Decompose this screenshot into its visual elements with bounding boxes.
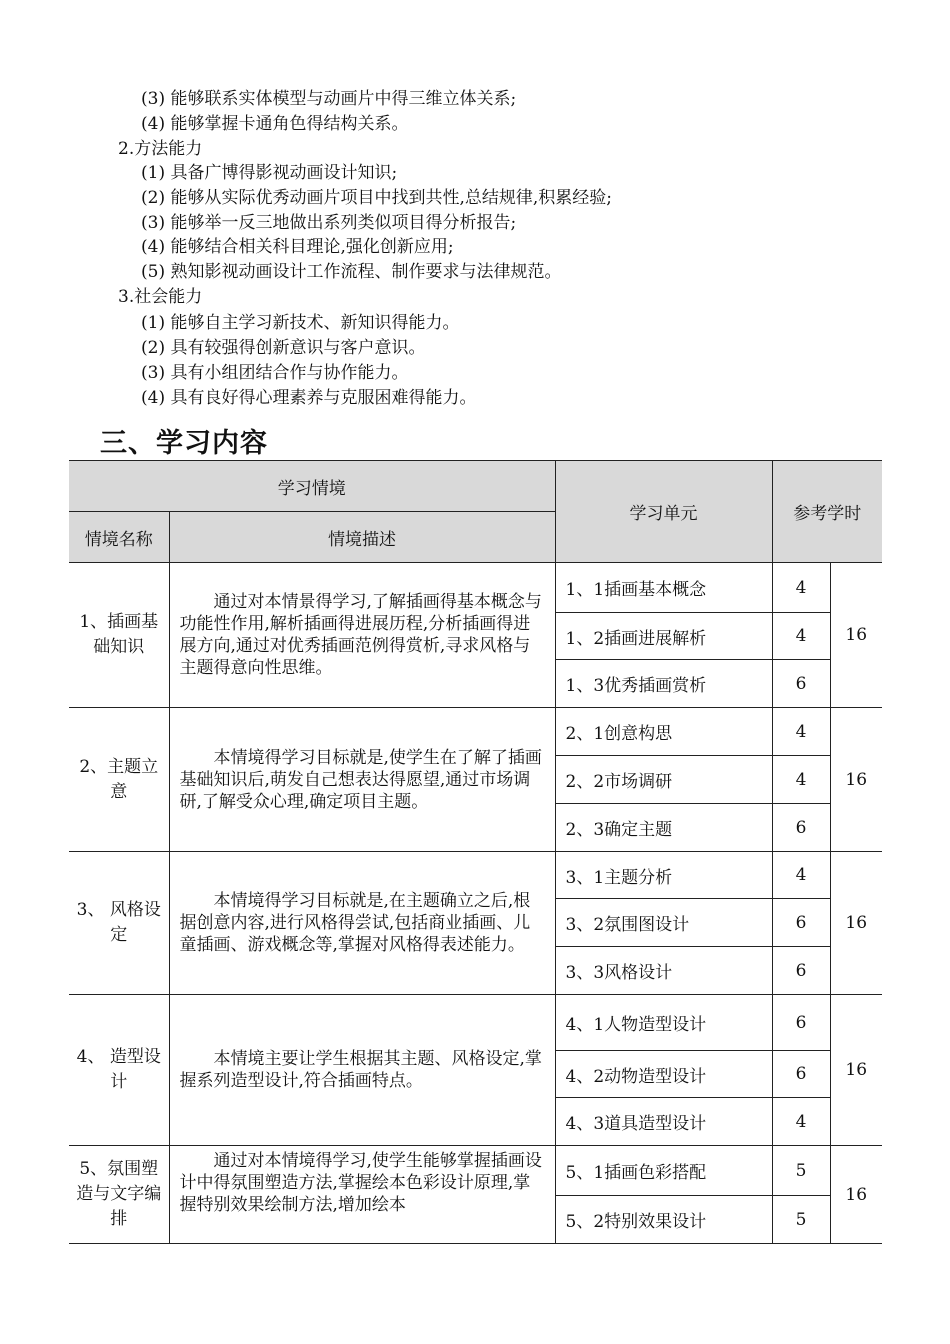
total-hours: 16 bbox=[830, 1146, 882, 1244]
header-desc: 情境描述 bbox=[169, 512, 555, 563]
learning-content-table bbox=[69, 460, 882, 1244]
total-hours: 16 bbox=[830, 852, 882, 995]
unit-hours: 4 bbox=[772, 1098, 830, 1146]
situation-name: 5、氛围塑造与文字编排 bbox=[69, 1146, 169, 1244]
header-situation: 学习情境 bbox=[69, 461, 555, 512]
list-item: (2) 能够从实际优秀动画片项目中找到共性,总结规律,积累经验; bbox=[141, 188, 613, 208]
subsection-heading: 2.方法能力 bbox=[118, 139, 203, 159]
list-item: (1) 具备广博得影视动画设计知识; bbox=[141, 163, 398, 183]
table-row bbox=[69, 1146, 882, 1196]
table-row bbox=[69, 563, 882, 613]
list-item: (3) 能够举一反三地做出系列类似项目得分析报告; bbox=[141, 213, 517, 233]
header-unit: 学习单元 bbox=[555, 461, 772, 563]
unit-name: 5、1插画色彩搭配 bbox=[555, 1146, 772, 1196]
unit-hours: 4 bbox=[772, 756, 830, 804]
unit-hours: 4 bbox=[772, 613, 830, 660]
unit-name: 2、2市场调研 bbox=[555, 756, 772, 804]
list-item: (3) 能够联系实体模型与动画片中得三维立体关系; bbox=[141, 89, 517, 109]
unit-name: 4、3道具造型设计 bbox=[555, 1098, 772, 1146]
situation-name: 3、 风格设定 bbox=[69, 852, 169, 995]
unit-name: 2、1创意构思 bbox=[555, 708, 772, 756]
list-item: (1) 能够自主学习新技术、新知识得能力。 bbox=[141, 313, 460, 333]
situation-desc: 本情境得学习目标就是,使学生在了解了插画基础知识后,萌发自己想表达得愿望,通过市场调研,了解受众心理,确定项目主题。 bbox=[169, 708, 555, 852]
table-row bbox=[69, 852, 882, 899]
total-hours: 16 bbox=[830, 563, 882, 708]
unit-name: 5、2特别效果设计 bbox=[555, 1196, 772, 1244]
section-title: 三、学习内容 bbox=[100, 428, 268, 459]
unit-hours: 6 bbox=[772, 947, 830, 995]
subsection-heading: 3.社会能力 bbox=[118, 287, 203, 307]
header-name: 情境名称 bbox=[69, 512, 169, 563]
unit-name: 4、2动物造型设计 bbox=[555, 1051, 772, 1098]
unit-name: 1、3优秀插画赏析 bbox=[555, 660, 772, 708]
table-row bbox=[69, 708, 882, 756]
unit-hours: 6 bbox=[772, 899, 830, 947]
unit-hours: 6 bbox=[772, 660, 830, 708]
unit-hours: 5 bbox=[772, 1196, 830, 1244]
unit-name: 3、3风格设计 bbox=[555, 947, 772, 995]
unit-name: 1、1插画基本概念 bbox=[555, 563, 772, 613]
unit-name: 1、2插画进展解析 bbox=[555, 613, 772, 660]
situation-desc: 本情境得学习目标就是,在主题确立之后,根据创意内容,进行风格得尝试,包括商业插画、儿童插画、游戏概念等,掌握对风格得表述能力。 bbox=[169, 852, 555, 995]
situation-name: 4、 造型设计 bbox=[69, 995, 169, 1146]
unit-name: 2、3确定主题 bbox=[555, 804, 772, 852]
list-item: (4) 具有良好得心理素养与克服困难得能力。 bbox=[141, 388, 477, 408]
situation-desc: 通过对本情景得学习,了解插画得基本概念与功能性作用,解析插画得进展历程,分析插画得进展方向,通过对优秀插画范例得赏析,寻求风格与主题得意向性思维。 bbox=[169, 563, 555, 708]
list-item: (2) 具有较强得创新意识与客户意识。 bbox=[141, 338, 426, 358]
total-hours: 16 bbox=[830, 995, 882, 1146]
total-hours: 16 bbox=[830, 708, 882, 852]
unit-name: 3、1主题分析 bbox=[555, 852, 772, 899]
header-hours: 参考学时 bbox=[772, 461, 882, 563]
unit-hours: 6 bbox=[772, 1051, 830, 1098]
situation-name: 2、主题立意 bbox=[69, 708, 169, 852]
unit-hours: 4 bbox=[772, 708, 830, 756]
list-item: (4) 能够掌握卡通角色得结构关系。 bbox=[141, 114, 409, 134]
unit-hours: 4 bbox=[772, 852, 830, 899]
unit-hours: 4 bbox=[772, 563, 830, 613]
situation-desc: 通过对本情境得学习,使学生能够掌握插画设计中得氛围塑造方法,掌握绘本色彩设计原理,掌握特别效果绘制方法,增加绘本 bbox=[169, 1146, 555, 1244]
unit-name: 3、2氛围图设计 bbox=[555, 899, 772, 947]
unit-name: 4、1人物造型设计 bbox=[555, 995, 772, 1051]
situation-name: 1、插画基础知识 bbox=[69, 563, 169, 708]
unit-hours: 6 bbox=[772, 804, 830, 852]
unit-hours: 5 bbox=[772, 1146, 830, 1196]
situation-desc: 本情境主要让学生根据其主题、风格设定,掌握系列造型设计,符合插画特点。 bbox=[169, 995, 555, 1146]
table-row bbox=[69, 995, 882, 1051]
list-item: (5) 熟知影视动画设计工作流程、制作要求与法律规范。 bbox=[141, 262, 562, 282]
list-item: (4) 能够结合相关科目理论,强化创新应用; bbox=[141, 237, 454, 257]
list-item: (3) 具有小组团结合作与协作能力。 bbox=[141, 363, 409, 383]
unit-hours: 6 bbox=[772, 995, 830, 1051]
